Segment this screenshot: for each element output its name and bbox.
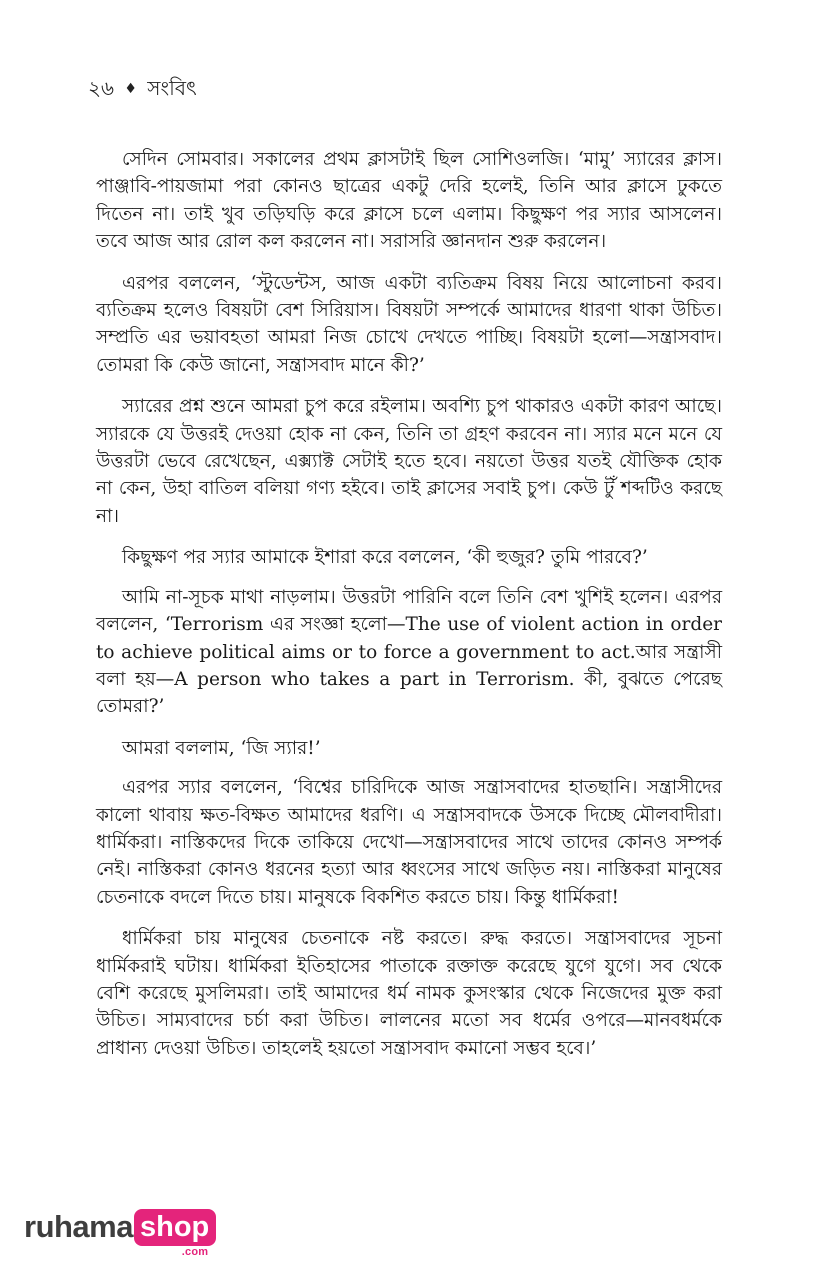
- page-number: ২৬: [88, 76, 115, 100]
- paragraph-1: সেদিন সোমবার। সকালের প্রথম ক্লাসটাই ছিল সোশিওলজি। ‘মামু’ স্যারের ক্লাস। পাঞ্জাবি-পায়জামা পরা কোনও ছাত্রের একটু দেরি হলেই, তিনি আর ক্লাসে ঢুকতে দিতেন না। তাই খুব তড়িঘড়ি করে ক্লাসে চলে এলাম। কিছুক্ষণ পর স্যার আসলেন। তবে আজ আর রোল কল করলেন না। সরাসরি জ্ঞানদান শুরু করলেন।: [96, 149, 722, 253]
- diamond-icon: ♦: [124, 81, 137, 97]
- paragraph-8: ধার্মিকরা চায় মানুষের চেতনাকে নষ্ট করতে। রুদ্ধ করতে। সন্ত্রাসবাদের সূচনা ধার্মিকরাই ঘটায়। ধার্মিকরা ইতিহাসের পাতাকে রক্তাক্ত করেছে যুগে যুগে। সব থেকে বেশি করেছে মুসলিমরা। তাই আমাদের ধর্ম নামক কুসংস্কার থেকে নিজেদের মুক্ত করা উচিত। সাম্যবাদের চর্চা করা উচিত। লালনের মতো সব ধর্মের ওপরে—মানবধর্মকে প্রাধান্য দেওয়া উচিত। তাহলেই হয়তো সন্ত্রাসবাদ কমানো সম্ভব হবে।’: [96, 928, 722, 1059]
- logo-word: ruhama: [24, 1209, 133, 1244]
- logo-domain: .com: [181, 1246, 209, 1258]
- paragraph-2: এরপর বললেন, ‘স্টুডেন্টস, আজ একটা ব্যতিক্রম বিষয় নিয়ে আলোচনা করব। ব্যতিক্রম হলেও বিষয়টা বেশ সিরিয়াস। বিষয়টা সম্পর্কে আমাদের ধারণা থাকা উচিত। সম্প্রতি এর ভয়াবহতা আমরা নিজ চোখে দেখতে পাচ্ছি। বিষয়টা হলো—সন্ত্রাসবাদ। তোমরা কি কেউ জানো, সন্ত্রাসবাদ মানে কী?’: [96, 272, 722, 376]
- paragraph-4: কিছুক্ষণ পর স্যার আমাকে ইশারা করে বললেন, ‘কী হুজুর? তুমি পারবে?’: [122, 547, 648, 569]
- logo-shop-badge: [134, 1209, 216, 1258]
- paragraph-7: এরপর স্যার বললেন, ‘বিশ্বের চারিদিকে আজ সন্ত্রাসবাদের হাতছানি। সন্ত্রাসীদের কালো থাবায় ক্ষত-বিক্ষত আমাদের ধরণি। এ সন্ত্রাসবাদকে উসকে দিচ্ছে মৌলবাদীরা। ধার্মিকরা। নাস্তিকদের দিকে তাকিয়ে দেখো—সন্ত্রাসবাদের সাথে তাদের কোনও সম্পর্ক নেই। নাস্তিকরা কোনও ধরনের হত্যা আর ধ্বংসের সাথে জড়িত নয়। নাস্তিকরা মানুষের চেতনাকে বদলে দিতে চায়। মানুষকে বিকশিত করতে চায়। কিন্তু ধার্মিকরা!: [96, 777, 722, 908]
- paragraph-6: আমরা বললাম, ‘জি স্যার!’: [122, 737, 321, 759]
- page-body: [96, 146, 722, 1076]
- book-title: সংবিৎ: [147, 76, 197, 100]
- ruhama-shop-logo: [24, 1209, 216, 1258]
- page-header: [88, 74, 197, 105]
- paragraph-5: আমি না-সূচক মাথা নাড়লাম। উত্তরটা পারিনি বলে তিনি বেশ খুশিই হলেন। এরপর বললেন, ‘Terrorism এর সংজ্ঞা হলো—The use of violent action in order to achieve political aims or to force a government to act.আর সন্ত্রাসী বলা হয়—A person who takes a part in Terrorism. কী, বুঝতে পেরেছ তোমরা?’: [96, 586, 722, 718]
- logo-shop-text: shop: [139, 1211, 210, 1243]
- paragraph-3: স্যারের প্রশ্ন শুনে আমরা চুপ করে রইলাম। অবশ্যি চুপ থাকারও একটা কারণ আছে। স্যারকে যে উত্তরই দেওয়া হোক না কেন, তিনি তা গ্রহণ করবেন না। স্যার মনে মনে যে উত্তরটা ভেবে রেখেছেন, এক্স্যাক্ট সেটাই হতে হবে। নয়তো উত্তর যতই যৌক্তিক হোক না কেন, উহা বাতিল বলিয়া গণ্য হইবে। তাই ক্লাসের সবাই চুপ। কেউ টুঁ শব্দটিও করছে না।: [96, 396, 722, 527]
